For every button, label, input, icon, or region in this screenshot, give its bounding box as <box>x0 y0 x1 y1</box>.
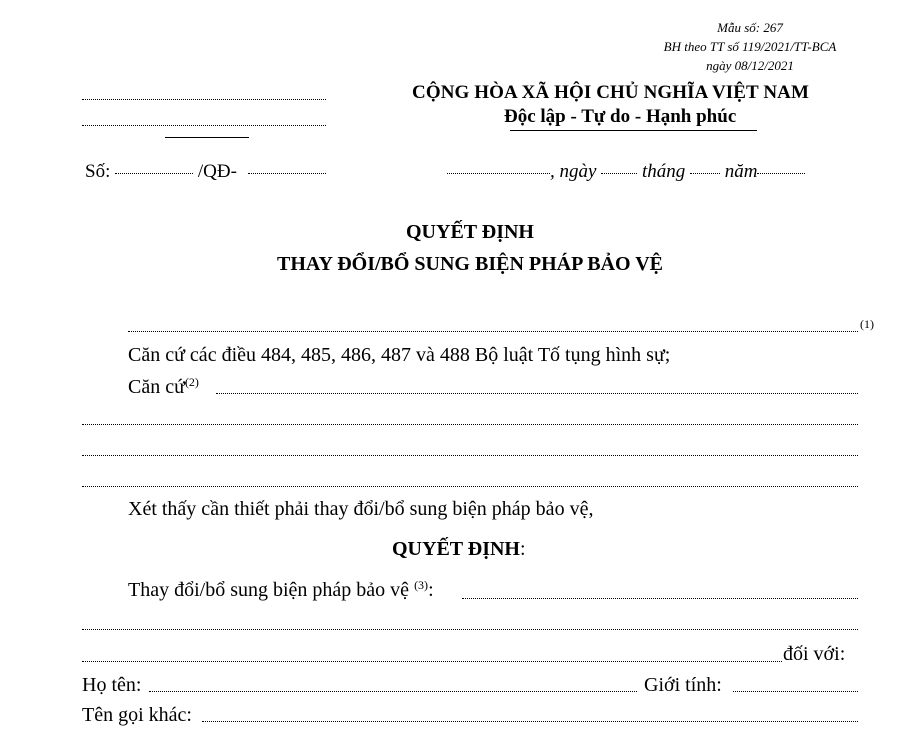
legal-basis-1: Căn cứ các điều 484, 485, 486, 487 và 488 Bộ luật Tố tụng hình sự; <box>128 344 671 366</box>
issuing-authority-field[interactable] <box>128 331 858 332</box>
footnote-3: (3) <box>414 578 429 592</box>
place-field[interactable] <box>447 173 550 174</box>
consideration-text: Xét thấy cần thiết phải thay đổi/bổ sung biện pháp bảo vệ, <box>128 498 594 520</box>
national-title: CỘNG HÒA XÃ HỘI CHỦ NGHĨA VIỆT NAM <box>412 82 809 103</box>
form-number: Mẫu số: 267 <box>717 20 783 35</box>
gender-field[interactable] <box>733 691 858 692</box>
legal-basis-2-label: Căn cứ <box>128 376 185 398</box>
change-measure-field-line-3[interactable] <box>82 661 782 662</box>
form-meta <box>600 18 900 75</box>
number-suffix: /QĐ- <box>197 161 237 182</box>
full-name-field[interactable] <box>149 691 637 692</box>
motto-underline <box>510 130 757 131</box>
form-issued-date: ngày 08/12/2021 <box>706 58 794 73</box>
document-number-line <box>85 161 326 183</box>
legal-basis-2 <box>128 376 199 399</box>
gender-label: Giới tính: <box>644 674 722 696</box>
decision-heading-label: QUYẾT ĐỊNH <box>392 538 520 560</box>
legal-basis-2-field-line-3[interactable] <box>82 455 858 456</box>
agency-name-field-1[interactable] <box>82 99 326 100</box>
alias-label: Tên gọi khác: <box>82 704 192 726</box>
form-issued-by: BH theo TT số 119/2021/TT-BCA <box>663 39 837 54</box>
legal-basis-2-field-line-4[interactable] <box>82 486 858 487</box>
document-title: QUYẾT ĐỊNH <box>406 221 534 243</box>
change-measure-label: Thay đổi/bổ sung biện pháp bảo vệ <box>128 579 410 601</box>
change-measure-colon: : <box>428 579 434 601</box>
decision-heading-colon: : <box>520 538 526 560</box>
full-name-label: Họ tên: <box>82 674 142 696</box>
national-motto: Độc lập - Tự do - Hạnh phúc <box>504 106 737 127</box>
month-label: tháng <box>641 161 686 182</box>
applies-to-label: đối với: <box>783 643 846 665</box>
year-label: năm <box>724 161 758 182</box>
number-label: Số: <box>85 161 111 182</box>
decision-heading <box>392 538 526 561</box>
legal-basis-2-field[interactable] <box>216 393 858 394</box>
document-subtitle: THAY ĐỔI/BỔ SUNG BIỆN PHÁP BẢO VỆ <box>276 253 663 275</box>
date-comma: , <box>550 161 555 182</box>
day-label: ngày <box>559 161 597 182</box>
agency-divider <box>165 137 249 138</box>
legal-basis-2-field-line-2[interactable] <box>82 424 858 425</box>
day-field[interactable] <box>601 173 637 174</box>
date-line <box>447 161 805 183</box>
agency-name-field-2[interactable] <box>82 125 326 126</box>
year-field[interactable] <box>757 173 805 174</box>
month-field[interactable] <box>690 173 720 174</box>
change-measure-field[interactable] <box>462 598 858 599</box>
change-measure-line <box>128 579 434 602</box>
alias-field[interactable] <box>202 721 858 722</box>
change-measure-field-line-2[interactable] <box>82 629 858 630</box>
footnote-1: (1) <box>860 317 874 331</box>
number-code-field[interactable] <box>248 173 326 174</box>
footnote-2: (2) <box>184 375 199 389</box>
number-field[interactable] <box>115 173 193 174</box>
